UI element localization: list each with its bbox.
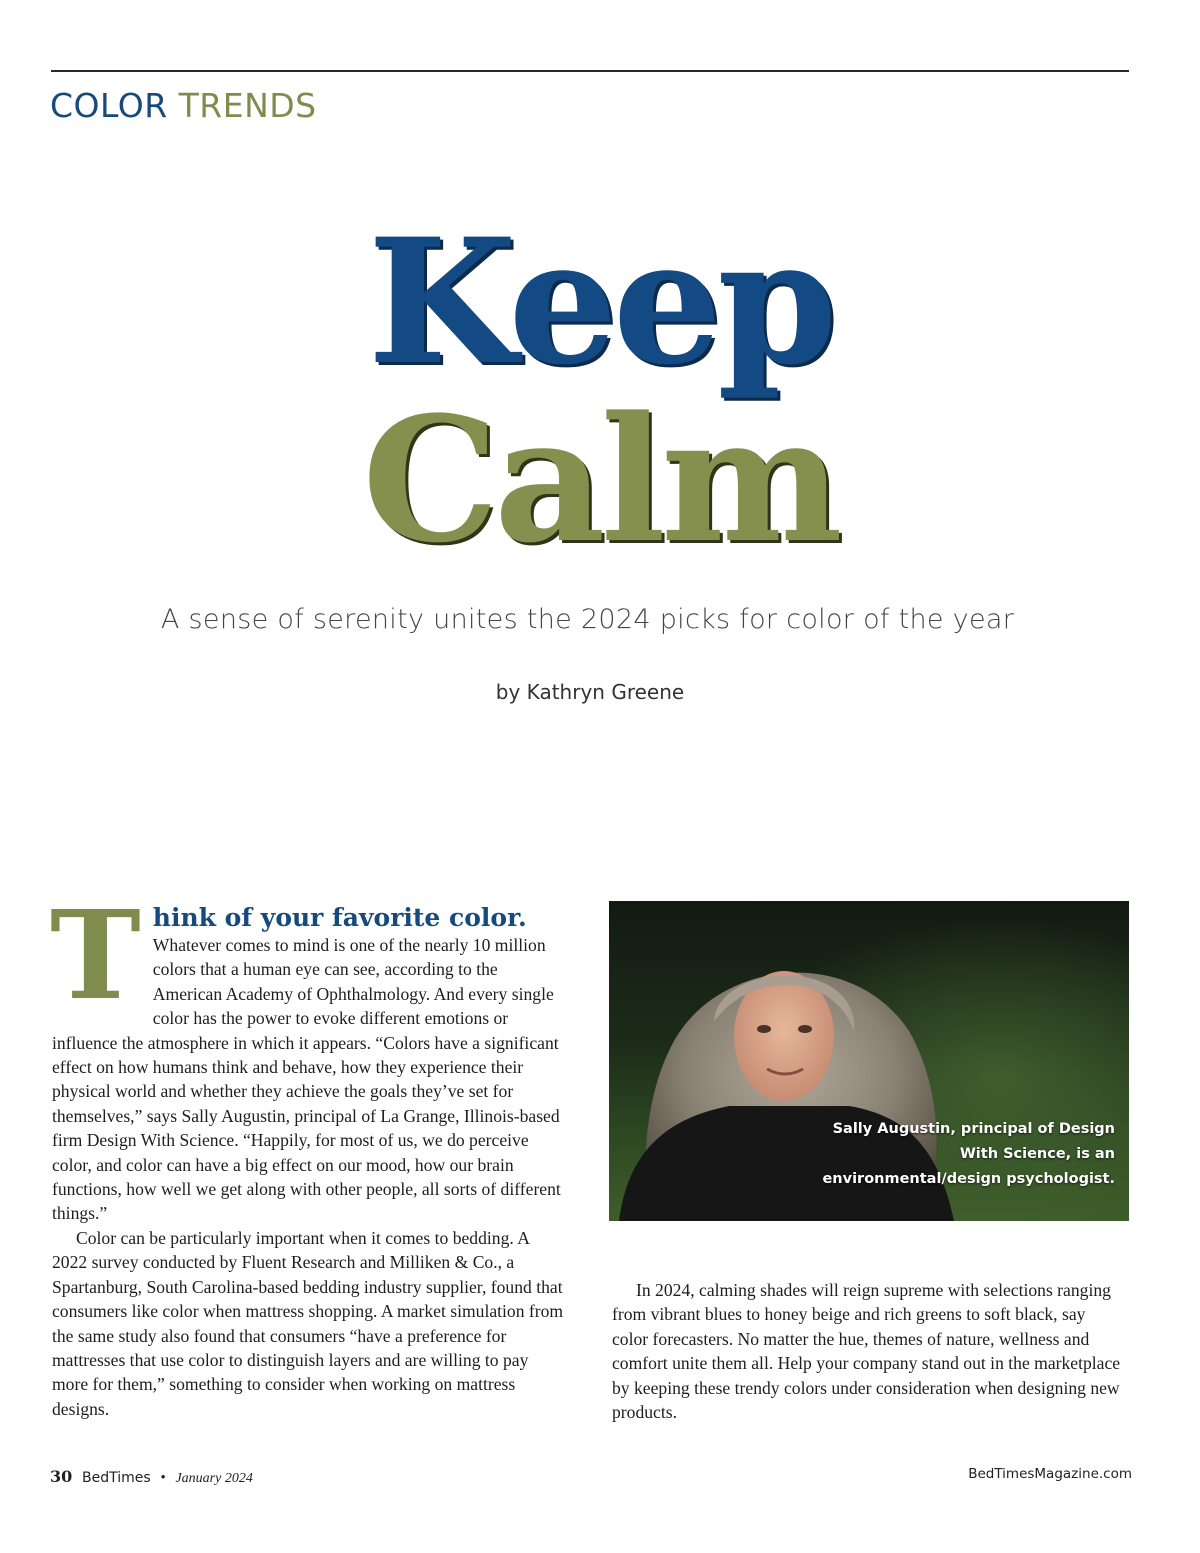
issue-date: January 2024 — [175, 1471, 253, 1486]
paragraph-3: In 2024, calming shades will reign supreme with selections ranging from vibrant blues to honey beige and rich greens to soft black, say color forecasters. No matter the hue, themes of nature, wellness and comfort unite them all. Help your company stand out in the marketplace by keeping these trendy colors under consideration when designing new products. — [612, 1280, 1121, 1423]
article-right-column — [612, 1278, 1122, 1424]
lead-in: hink of your favorite color. — [152, 903, 527, 932]
paragraph-1: Whatever comes to mind is one of the nearly 10 million colors that a human eye can see, according to the American Academy of Ophthalmology. And every single color has the power to evoke different emotions or influence the atmosphere in which it appears. “Colors have a significant effect on how humans think and behave, how they experience their physical world and whether they achieve the goals they’ve set for themselves,” says Sally Augustin, principal of La Grange, Illinois-based firm Design With Science. “Happily, for most of us, we do perceive color, and color can have a big effect on our mood, how our brain functions, how well we get along with other people, all sorts of different things.” — [52, 935, 561, 1224]
photo-caption: Sally Augustin, principal of Design With Science, is an environmental/design psychologist. — [822, 1121, 1115, 1187]
section-label-word1: COLOR — [50, 86, 168, 125]
folio-separator: • — [160, 1470, 166, 1486]
byline: by Kathryn Greene — [495, 680, 685, 704]
website-link[interactable]: BedTimesMagazine.com — [968, 1466, 1132, 1482]
page-number: 30 — [50, 1467, 73, 1486]
subtitle: A sense of serenity unites the 2024 picks for color of the year — [160, 604, 1015, 635]
footer-folio — [50, 1467, 253, 1487]
headline-line1: Keep — [367, 200, 833, 403]
paragraph-2: Color can be particularly important when it comes to bedding. A 2022 survey conducted by Fluent Research and Milliken & Co., a Spartanburg, South Carolina-based bedding industry supplier, found that consumers like color when mattress shopping. A market simulation from the same study also found that consumers “have a preference for mattresses that use color to distinguish layers and are willing to pay more for them,” something to consider when working on mattress designs. — [52, 1227, 564, 1419]
drop-cap: T — [50, 883, 141, 1027]
headline-line2: Calm — [362, 378, 838, 581]
article-left-column — [50, 883, 564, 1421]
section-label — [50, 86, 317, 125]
portrait-photo — [609, 901, 1129, 1221]
top-rule — [51, 70, 1129, 72]
magazine-name: BedTimes — [82, 1470, 151, 1486]
section-label-word2: TRENDS — [178, 86, 317, 125]
